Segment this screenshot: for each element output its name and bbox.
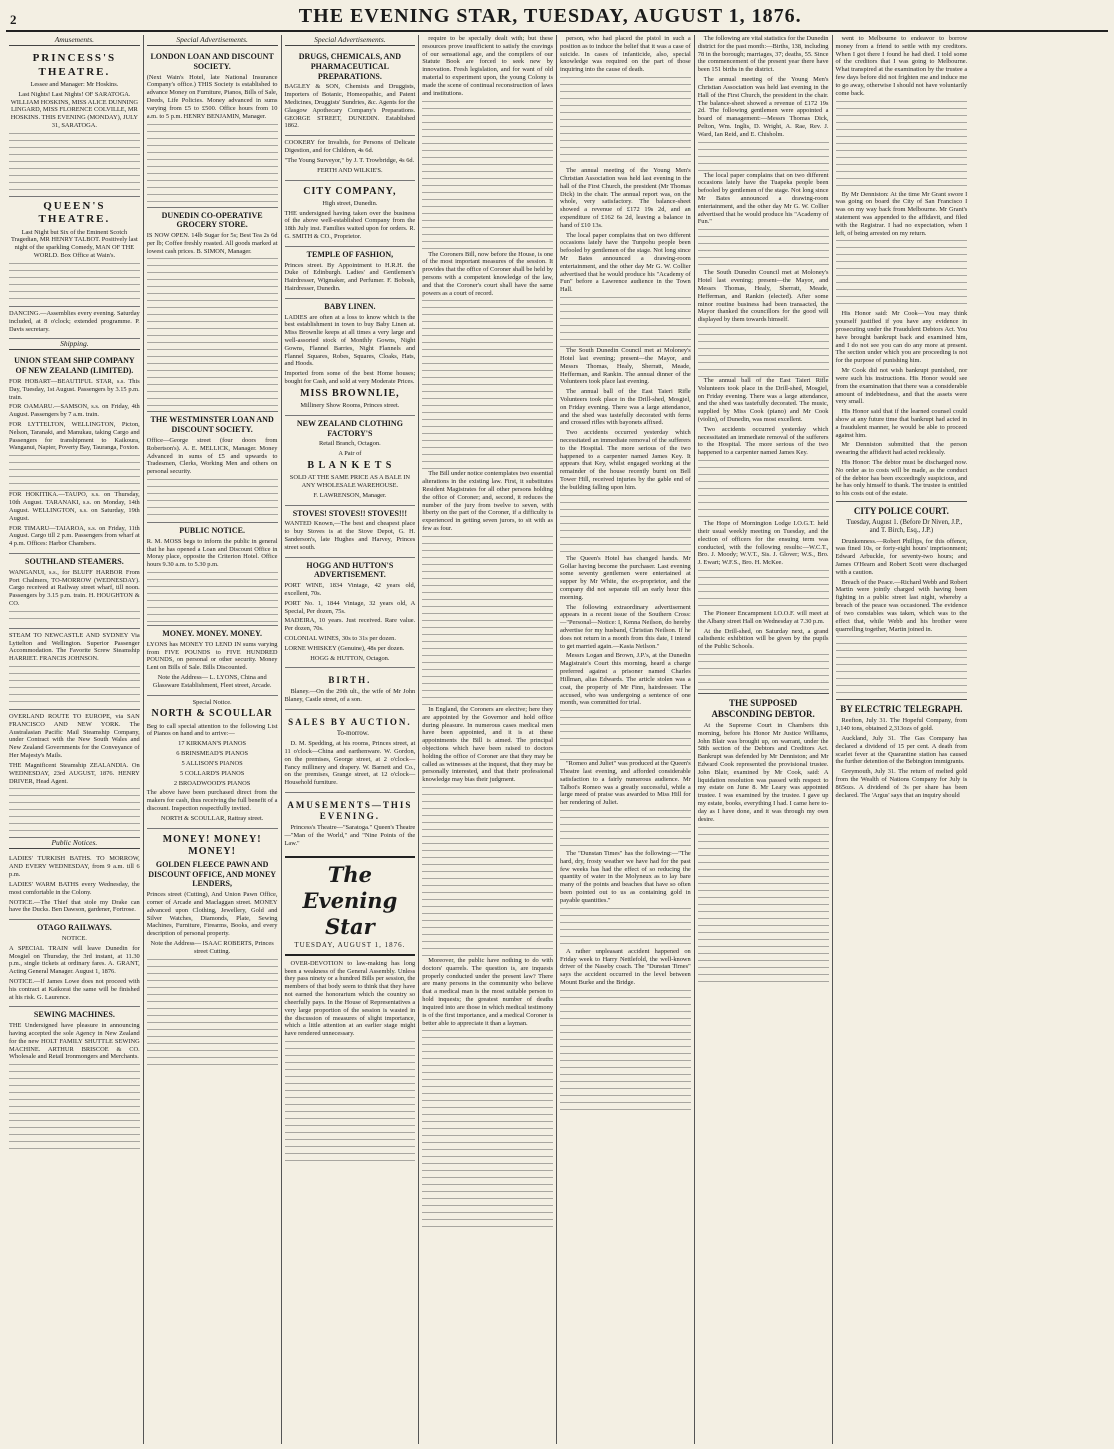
ad-title: OTAGO RAILWAYS. xyxy=(36,923,112,933)
court-subtitle: Tuesday, August 1. (Before Dr Niven, J.P., and T. Birch, Esq., J.P.) xyxy=(846,519,963,535)
news-paragraph: A rather unpleasant accident happened on Friday week to Harry Nettlefold, the well-known driver of the Naseby coach. The "Dunstan Times" says the accident occurred in the level between Mount Burke and the Bridge. xyxy=(560,947,691,986)
text-filler xyxy=(147,572,278,622)
news-paragraph: The South Dunedin Council met at Moloney's Hotel last evening; present—the Mayor, and Messrs Thomas, Healy, Sherratt, Meade, Hefferman, and Rankin. The annual dinner of the Volunteers took place last evening. xyxy=(560,347,691,386)
ad-sign: HOGG & HUTTON, Octagon. xyxy=(310,654,390,662)
section-special: Special Advertisements. xyxy=(147,35,278,46)
columns xyxy=(6,35,1108,1444)
section-public-notices: Public Notices. xyxy=(9,838,140,849)
page-number: 2 xyxy=(10,12,17,27)
ad-title: SEWING MACHINES. xyxy=(33,1010,115,1020)
news-paragraph: The annual ball of the East Taieri Rifle Volunteers took place in the Drill-shed, Mosgiel, on Friday evening. There was a large attendance, and the shed was tastefully decorated with ferns and crossed rifles with bayonets affixed. xyxy=(560,388,691,427)
news-paragraph: The South Dunedin Council met at Moloney's Hotel last evening; present—the Mayor, and Messrs Thomas, Healy, Sherratt, Meade, Hefferman, and Rankin (elected). After some minor routine business had been transacted, the Mayor thanked the councillors for the good will displayed by them towards himself. xyxy=(697,269,829,324)
ad-subtitle: Millinery Show Rooms, Princes street. xyxy=(300,402,400,410)
ad-body: COOKERY for Invalids, for Persons of Delicate Digestion, and for Children, 4s 6d. xyxy=(284,139,416,155)
article-paragraph: In England, the Coroners are elective; here they are appointed by the Governor and hold office during pleasure. In numerous cases medical men have been appointed, and it is at these appointments the Bill is aimed. The principal objections which have been raised to doctors holding the office of Coroner are that they may be called as witnesses at the inquest, that they may be personally interested, and that their professional knowledge may bias their judgment. xyxy=(422,705,553,784)
ad-body: BAGLEY & SON, Chemists and Druggists, Importers of Botanic, Homeopathic, and Patent Medicines, Druggists' Sundries, &c. Agents for the Glasgow Apothecary Company's Preparations. GEORGE STREET, DUNEDIN. Established 1862. xyxy=(284,83,416,130)
ad-body: STEAM TO NEWCASTLE AND SYDNEY Via Lyttelton and Wellington. Superior Passenger Accommodation. The Favorite Screw Steamship HARRIET. FRANCIS JOHNSON. xyxy=(9,631,140,663)
ad-otago-railways xyxy=(9,920,140,1007)
text-filler xyxy=(698,827,829,987)
column-4 xyxy=(419,35,557,1444)
ad-public-notice xyxy=(147,523,278,626)
ad-body: FOR LYTTELTON, WELLINGTON, Picton, Nelson, Taranaki, and Manukau, taking Cargo and Passengers for transhipment to Kaikoura, Wanganui, Napier, Poverty Bay, Tauranga, Foxton. xyxy=(9,421,140,452)
piano-item: 2 BROADWOOD'S PIANOS xyxy=(173,779,251,787)
masthead-line: THE EVENING STAR, TUESDAY, AUGUST 1, 1876. xyxy=(298,5,802,27)
debtor-continued: His Honor: The debtor must be discharged now. No order as to costs will be made, as the conduct of the debtor has been exceedingly suspicious, and he has only himself to thank. The trustee is entitled to his costs out of the estate. xyxy=(835,459,968,498)
page-header xyxy=(6,4,1108,32)
editorial-masthead xyxy=(285,856,416,955)
text-filler xyxy=(9,611,140,625)
ad-blankets: B L A N K E T S xyxy=(307,459,393,471)
text-filler xyxy=(560,710,691,760)
text-filler xyxy=(698,654,829,690)
wine-item: PORT No. 1, 1844 Vintage, 32 years old, A Special, Per dozen, 75s. xyxy=(284,599,416,615)
masthead-title: The Evening Star xyxy=(302,862,398,939)
ad-money-lyons xyxy=(147,626,278,696)
text-filler xyxy=(9,455,140,491)
wine-item: PORT WINE, 1834 Vintage, 42 years old, excellent, 70s. xyxy=(284,582,416,597)
ad-north-scoullar xyxy=(147,696,278,829)
ad-body: LADIES are often at a loss to know which is the best establishment in town to buy Baby Linen at. Miss Brownlie keeps at all times a very large and well-assorted stock of Monthly Gowns, Night Gowns, Flannel Barries, Night Flannels and Flannel Squares, Robes, Squares, Cloaks, Hats, and Hoods. xyxy=(284,313,416,368)
ad-sign: Note the Address— ISAAC ROBERTS, Princes street Cutting. xyxy=(150,940,274,955)
text-filler xyxy=(9,263,140,303)
ad-title: CITY COMPANY, xyxy=(303,185,397,197)
ad-princess-theatre xyxy=(9,49,140,197)
ad-steam-newcastle xyxy=(9,629,140,710)
debtor-continued: Mr Denniston submitted that the person swearing the affidavit had acted recklessly. xyxy=(835,441,968,457)
text-filler xyxy=(698,327,829,377)
ad-london-loan xyxy=(147,49,278,207)
text-filler xyxy=(698,570,829,610)
divider xyxy=(698,693,829,694)
ad-body: IS NOW OPEN. 14lb Sugar for 5s; Best Tea 2s 6d per lb; Coffee freshly roasted. All goods marked at lowest cash prices. B. SIMON, Manager. xyxy=(146,232,278,255)
ad-title: SOUTHLAND STEAMERS. xyxy=(25,556,124,566)
ad-title: TEMPLE OF FASHION, xyxy=(306,249,394,259)
ad-dancing xyxy=(9,307,140,339)
ad-body: "The Young Surveyor," by J. T. Trowbridge, 4s 6d. xyxy=(284,156,415,164)
ad-body: NOTICE.—If James Lowe does not proceed with his contract at Kaikorai the same will be finished at his risk. G. Laurence. xyxy=(9,977,140,1001)
news-paragraph: The "Dunstan Times" has the following:—"The hard, dry, frosty weather we have had for the past few weeks has had the effect of so reducing the quantity of water in the Molyneux as to lay bare many of the points and beaches that have so often been pointed out to us as containing gold in payable quantities." xyxy=(560,850,691,904)
ad-body: FOR HOKITIKA.—TAUPO, s.s. on Thursday, 10th August. TARANAKI, s.s. on Monday, 14th August. WELLINGTON, s.s. on Saturday, 19th August. xyxy=(9,491,140,522)
text-filler xyxy=(9,133,140,193)
court-headline: CITY POLICE COURT. xyxy=(853,506,949,517)
ad-body: DANCING.—Assemblies every evening. Saturday included, at 8 o'clock; extended programme. P. Davis secretary. xyxy=(9,309,140,333)
ad-address: Note the Address— L. LYONS, China and Glassware Establishment, Fleet street, Arcade. xyxy=(152,674,272,689)
sales-subtitle: To-morrow. xyxy=(336,729,369,737)
ad-body: (Next Wain's Hotel, late National Insurance Company's office.) THIS Society is established to advance Money on Furniture, Pianos, Bills of Sale, Deeds, Life Policies. Money advanced in sums varying from £5 to £500. Office hours from 10 a.m. to 5 p.m. HENRY BENJAMIN, Manager. xyxy=(146,73,278,120)
ad-sign: FERTH AND WILKIE'S. xyxy=(317,166,383,174)
ad-sign: F. LAWRENSON, Manager. xyxy=(313,491,387,499)
news-paragraph: Two accidents occurred yesterday which necessitated an immediate removal of the sufferers to the Hospital. The more serious of the two happened to a carpenter named James Key. xyxy=(697,425,829,457)
ad-body: FOR HOBART—BEAUTIFUL STAR, s.s. This Day, Tuesday, 1st August. Passengers by 3.15 p.m. train. xyxy=(9,377,140,401)
ad-body: Princes street (Cutting), And Union Pawn Office, corner of Arcade and Maclaggan street. MONEY advanced upon Clothing, Jewellery, Gold and Silver Watches, Diamonds, Plate, Sewing Machines, Furniture, Firearms, Books, and every description of personal property. xyxy=(146,891,278,938)
article-paragraph: Moreover, the public have nothing to do with doctors' quarrels. The question is, are inquests properly conducted under the present law? There are many persons in the community who believe that a medical man is the most suitable person to hold inquests; the greatest number of deaths inquired into are those in which medical testimony is of the first importance, and a medical Coroner is better able to appreciate it than a layman. xyxy=(422,957,553,1027)
text-filler xyxy=(560,908,691,948)
ad-title: NEW ZEALAND CLOTHING FACTORY'S xyxy=(296,418,403,438)
ad-body: Last Night but Six of the Eminent Scotch Tragedian, MR HENRY TALBOT. Positively last night of the sparkling Comedy, MAN OF THE WORLD. Box Office at Wain's. xyxy=(10,228,138,260)
ad-title: THE WESTMINSTER LOAN AND DISCOUNT SOCIETY. xyxy=(150,415,274,435)
ad-title: QUEEN'S THEATRE. xyxy=(38,199,111,226)
news-paragraph: The Queen's Hotel has changed hands. Mr Gollar having become the purchaser. Last evening some seventy gentlemen were entertained at supper by Mr White, the ex-proprietor, and the company did not separate till an early hour this morning. xyxy=(560,554,691,601)
news-paragraph: The local paper complains that on two different occasions lately have the Tunpohu people been befooled by gentlemen of the stage. Not long since Mr Bates announced a drawing-room entertainment, and the other day Mr G. W. Collier advertised that he would produce his "Academy of Fun" before a Lawrence audience in the Town Hall. xyxy=(560,231,691,294)
ad-stoves xyxy=(285,506,416,558)
wine-item: LORNE WHISKEY (Genuine), 48s per dozen. xyxy=(284,644,405,652)
ad-city-company xyxy=(285,181,416,247)
section-shipping: Shipping. xyxy=(9,339,140,350)
sales-title: SALES BY AUCTION. xyxy=(288,716,412,727)
ad-queens-theatre xyxy=(9,197,140,307)
piano-item: 17 KIRKMAN'S PIANOS xyxy=(178,740,247,748)
masthead-date: TUESDAY, AUGUST 1, 1876. xyxy=(294,941,406,950)
text-filler xyxy=(560,495,691,555)
ad-body: Last Nights! Last Nights! OF SARATOGA. WILLIAM HOSKINS, MISS ALICE DUNNING LINGARD, MISS FLORENCE COLVILLE, MR HOSKINS. THIS EVENING (MONDAY), JULY 31, SARATOGA. xyxy=(10,90,139,130)
ad-body: A SPECIAL TRAIN will leave Dunedin for Mosgiel on Thursday, the 3rd instant, at 11.30 p.m., single tickets at ordinary fares. A. GRANT, Acting General Manager. August 1, 1876. xyxy=(9,944,140,976)
ad-title: HOGG AND HUTTON'S ADVERTISEMENT. xyxy=(306,560,394,580)
debtor-continued: By Mr Denniston: At the time Mr Grant swore I was going on board the City of San Francisco I was on my way back from Melbourne. Mr Grant's statement was appended to the affidavit, and filed with the Registrar. I had no expectation, when I left, of being arrested on my return. xyxy=(835,190,968,237)
ad-body: LADIES' WARM BATHS every Wednesday, the most comfortable in the Colony. xyxy=(9,880,140,896)
ad-title: MISS BROWNLIE, xyxy=(300,387,400,399)
births-title: BIRTH. xyxy=(328,675,372,686)
ad-temple-fashion xyxy=(285,247,416,299)
text-filler xyxy=(9,788,140,834)
ad-title: MONEY! MONEY! MONEY! xyxy=(162,833,262,857)
divider xyxy=(836,699,968,700)
news-paragraph: Messrs Logan and Brown, J.P.'s, at the Dunedin Magistrate's Court this morning, heard a charge preferred against a prisoner named Charles Hillman, alias Edwards. The article stolen was a coat, the property of Mr Finn, hairdresser. The accused, who was undergoing a sentence of one month, was committed for trial. xyxy=(560,652,691,707)
section-amusements: Amusements. xyxy=(9,35,140,46)
ad-title: STOVES! STOVES!! STOVES!!! xyxy=(292,508,407,518)
ad-cooperative-grocery xyxy=(147,208,278,413)
ad-subtitle: NOTICE. xyxy=(61,934,87,942)
text-filler xyxy=(836,240,968,310)
news-paragraph: The annual meeting of the Young Men's Christian Association was held last evening in the hall of the First Church, the president (Mr Thomas Dick) in the chair. The annual report was, on the whole, very satisfactory. The balance-sheet showed a revenue of £172 19s 2d, and an expenditure of £162 6s 2d, leaving a balance in hand of £10 13s. xyxy=(560,167,691,229)
column-6 xyxy=(695,35,833,1444)
news-paragraph: The annual ball of the East Taieri Rifle Volunteers took place in the Drill-shed, Mosgiel, on Friday evening. There was a large attendance, and the shed was tastefully decorated. The music, supplied by Miss Cook (piano) and Mr Cook (violin), of Dunedin, was most excellent. xyxy=(697,376,829,423)
news-paragraph: The Pioneer Encampment I.O.O.F. will meet at the Albany street Hall on Wednesday at 7.30 p.m. xyxy=(697,609,829,625)
ad-westminster-loan xyxy=(147,412,278,523)
ad-title: DUNEDIN CO-OPERATIVE GROCERY STORE. xyxy=(161,210,263,230)
ad-turkish-baths xyxy=(9,852,140,920)
ad-nz-clothing-factory xyxy=(285,416,416,506)
ad-body: NOTICE.—The Thief that stole my Drake can have the Ducks. Ben Dawson, gardener, Fortrose. xyxy=(9,898,140,914)
piano-item: 5 COLLARD'S PIANOS xyxy=(179,769,245,777)
piano-item: 6 BRINSMEAD'S PIANOS xyxy=(176,750,249,758)
text-filler xyxy=(698,142,829,172)
news-paragraph: At the Drill-shed, on Saturday next, a grand calisthenic exhibition will be given by the pupils of the Public Schools. xyxy=(697,627,829,651)
debtor-continued: went to Melbourne to endeavor to borrow money from a friend to settle with my creditors. When I got there I found he had died. I told some of the creditors that I was going to Melbourne. What transpired at the examination by the trustee a few days before did not frighten me and induce me to go away, otherwise I should not have voluntarily come back. xyxy=(835,35,968,97)
sales-body: D. M. Spedding, at his rooms, Princes street, at 11 o'clock—China and earthenware. W. Gordon, on the premises, George street, at 2 o'clock—Fancy millinery and drapery. W. Barnett and Co., on the premises, Grange street, at 12 o'clock—Household furniture. xyxy=(284,740,416,787)
ad-body: FOR OAMARU.—SAMSON, s.s. on Friday, 4th August. Passengers by 7 a.m. train. xyxy=(9,403,140,419)
debtor-paragraph: At the Supreme Court in Chambers this morning, before his Honor Mr Justice Williams, John Blair was brought up, on warrant, under the 58th section of the Debtors and Creditors Act. Bankrupt was defended by Mr Denniston; and Mr Edward Cook represented the provisional trustee. John Blair, examined by Mr Cook, said: A liquidation resolution was passed with respect to my estate on June 8. Mr Leary was appointed trustee. I was examined by the trustee. I gave up my estate, books, everything I had. I came here to-day as I have done, and it was through my own desire. xyxy=(697,721,829,823)
telegraph-paragraph: Auckland, July 31. The Gas Company has declared a dividend of 15 per cent. A death from scarlet fever at the Quarantine station has caused the further detention of the Bebington immigrants. xyxy=(835,734,968,766)
text-filler xyxy=(9,1064,140,1154)
ad-title: LONDON LOAN AND DISCOUNT SOCIETY. xyxy=(150,52,274,71)
text-filler xyxy=(147,124,278,204)
text-filler xyxy=(422,787,553,957)
debtor-continued: His Honor said: Mr Cook—You may think yourself justified if you have any evidence in prosecuting under the Fraudulent Debtors Act. You have brought bankrupt back and examined him, and I do not see you can do any more at present. The section under which you are proceeding is not for the purpose of punishing him. xyxy=(835,310,968,365)
births-body: Blaney.—On the 29th ult., the wife of Mr John Blaney, Castle street, of a son. xyxy=(284,688,416,704)
ad-title: DRUGS, CHEMICALS, AND PHARMACEUTICAL PREPARATIONS. xyxy=(298,52,401,81)
amusements-tonight xyxy=(285,793,416,852)
text-filler xyxy=(836,101,968,191)
news-paragraph: "Romeo and Juliet" was produced at the Queen's Theatre last evening, and afforded considerable satisfaction to a fairly numerous audience. Mr Talbot's Romeo was a greatly successful, while a large meed of praise was awarded to Miss Hill for her rendering of Juliet. xyxy=(560,760,691,807)
article-paragraph: The Coroners Bill, now before the House, is one of the most important measures of the session. It provides that the office of Coroner shall be held by persons with a competent knowledge of the law, and that the Coroner's court shall have the same powers as a court of record. xyxy=(422,250,553,297)
text-filler xyxy=(147,258,278,408)
ad-title: PUBLIC NOTICE. xyxy=(179,526,246,536)
ad-line: A Pair of xyxy=(338,450,362,458)
ad-title: PRINCESS'S THEATRE. xyxy=(32,52,117,78)
telegraph-headline: BY ELECTRIC TELEGRAPH. xyxy=(840,704,963,715)
ad-body: THE Magnificent Steamship ZEALANDIA. On WEDNESDAY, 23rd AUGUST, 1876. HENRY DRIVER, Head Agent. xyxy=(9,761,140,785)
ad-drugs-chemicals xyxy=(285,49,416,136)
piano-item: 5 ALLISON'S PIANOS xyxy=(181,759,243,767)
text-filler xyxy=(698,460,829,520)
ad-sewing-machines xyxy=(9,1007,140,1157)
ad-sign: NORTH & SCOULLAR, Rattray street. xyxy=(160,814,264,822)
ad-lessee: Lessee and Manager: Mr Hoskins. xyxy=(30,80,119,88)
ad-union-steamship xyxy=(9,353,140,554)
column-1 xyxy=(6,35,144,1444)
telegraph-paragraph: Greymouth, July 31. The return of melted gold from the Wealth of Nations Company for July is 865ozs. A dividend of 3s per share has been declared. The 'Argus' says that an inquiry should xyxy=(835,768,968,799)
ad-overland-route xyxy=(9,710,140,838)
ad-intro: Beg to call special attention to the following List of Pianos on hand and to arrive:— xyxy=(146,722,278,738)
news-paragraph: Two accidents occurred yesterday which necessitated an immediate removal of the sufferers to the Hospital. The more serious of the two happened to a carpenter named James Key. It appears that Key, whilst engaged working at the remainder of the house recently burnt on Bell Tower Hill, received injuries by the gable end of the building falling upon him. xyxy=(560,429,691,491)
column-2 xyxy=(144,35,282,1444)
news-paragraph: The following extraordinary advertisement appears in a recent issue of the Southern Cross:—"Personal—Notice: I, Kenna Neilson, do hereby advertise for my husband, Christian Neilson. If he does not return in a month from this date, I intend to get married again.—Kasia Neilson." xyxy=(560,603,691,650)
text-filler xyxy=(422,101,553,251)
news-paragraph: The local paper complains that on two different occasions lately have the Tuapeka people been befooled by gentlemen of the stage. Not long since Mr Bates announced a drawing-room entertainment, and the other day Mr G. W. Collier advertised that he would produce his "Academy of Fun." xyxy=(697,171,829,226)
ad-subtitle: GOLDEN FLEECE PAWN AND DISCOUNT OFFICE, AND MONEY LENDERS, xyxy=(148,859,277,889)
court-paragraph: Drunkenness.—Robert Phillips, for this offence, was fined 10s, or forty-eight hours' imprisonment; Edward Arbuckle, for seventy-two hours; and James O'Hearn and Robert Scott were discharged with a caution. xyxy=(835,537,968,576)
text-filler xyxy=(698,229,829,269)
ad-title: UNION STEAM SHIP COMPANY OF NEW ZEALAND (LIMITED). xyxy=(14,356,135,376)
news-paragraph: The Hope of Mornington Lodge I.O.G.T. held their usual weekly meeting on Tuesday, and the election of officers for the ensuing term was conducted, with the following results:—W.C.T., Bro. J. Moody; W.V.T., Sis. J. Glover; W.S., Bro. J. Ewart; W.F.S., Bro. H. McKee. xyxy=(697,520,829,567)
ad-body: R. M. MOSS begs to inform the public in general that he has opened a Loan and Discount Office in Moray place, opposite the Criterion Hotel. Office hours 9.30 a.m. to 5.30 p.m. xyxy=(146,537,278,569)
text-filler xyxy=(560,77,691,167)
news-paragraph: The following are vital statistics for the Dunedin district for the past month:—Births, 138, including 78 in the borough; marriages, 37; deaths, 55. Since the commencement of the present year there have been 151 births in the district. xyxy=(697,35,829,74)
ad-body: THE undersigned having taken over the business of the above well-established Company from the 18th July inst. Families waited upon for orders. R. G. SMITH & CO., Proprietor. xyxy=(284,209,416,240)
debtor-headline: THE SUPPOSED ABSCONDING DEBTOR. xyxy=(711,698,815,719)
article-paragraph: The Bill under notice contemplates two essential alterations in the existing law. First, it substitutes Resident Magistrates for all other persons holding the office of Coroner; and, second, it reduces the number of the jury from twelve to seven, with liberty on the part of the Coroner, if a difficulty is experienced in getting seven jurors, to sit with as few as four. xyxy=(422,470,553,533)
editorial-article xyxy=(285,960,416,1161)
wine-item: COLONIAL WINES, 30s to 31s per dozen. xyxy=(284,634,396,642)
ad-southland-steamers xyxy=(9,554,140,629)
editorial-paragraph: OVER-DEVOTION to law-making has long been a weakness of the General Assembly. Unless they pass ninety or a hundred Bills per session, the members of that body seem to think that they have not earned the honorarium which the country so cheerfully pays. In the House of Representatives a very large proportion of the session is wasted in the discussion of measures of slight importance, which a little attention at an earlier stage might have rendered unnecessary. xyxy=(284,959,416,1038)
telegraph-paragraph: Reefton, July 31. The Hopeful Company, from 1,140 tons, obtained 2,313ozs of gold. xyxy=(835,717,968,733)
news-paragraph: The annual meeting of the Young Men's Christian Association was held last evening in the Hall of the First Church, the president in the chair. The balance-sheet showed a revenue of £172 19s 2d. The following gentlemen were appointed a board of management:—Messrs Thomas Dick, Pelton, Wm. Inglis, D. Wright, A. Rae, Rev. J. Ward, Ian Reid, and E. Chisholm. xyxy=(697,76,829,138)
ad-hogg-hutton xyxy=(285,558,416,669)
sales-by-auction xyxy=(285,710,416,793)
ad-body: The above have been purchased direct from the makers for cash, thus receiving the full benefit of a discount. Inspection respectfully invited. xyxy=(146,789,278,812)
ad-body: Office—George street (four doors from Robertson's). A. E. MELLICK, Manager. Money Advanced in sums of £5 and upwards to Tradesmen, Clerks, Working Men and others on personal security. xyxy=(146,436,278,476)
article-paragraph: require to be specially dealt with; but these resources prove insufficient to satisfy the cravings of our sensational age, and the compilers of our Statute Book are forced to seek new by innovation. Fresh legislation, and for want of old material to experiment upon, the young Colony is made the scene of continual reconstruction of laws and institutions. xyxy=(422,35,553,97)
text-filler xyxy=(285,1041,416,1161)
column-7 xyxy=(833,35,971,1444)
column-5 xyxy=(557,35,695,1444)
text-filler xyxy=(560,297,691,347)
text-filler xyxy=(147,479,278,519)
text-filler xyxy=(422,1030,553,1230)
divider xyxy=(836,501,968,502)
ad-title: MONEY. MONEY. MONEY. xyxy=(162,629,263,639)
ad-subtitle: High street, Dunedin. xyxy=(322,199,378,207)
newspaper-page xyxy=(6,4,1108,1441)
ad-body: Princes street. By Appointment to H.R.H. the Duke of Edinburgh. Ladies' and Gentlemen's Hairdresser, Wigmaker, and Perfumer. F. Bobosh, Hairdresser, Dunedin. xyxy=(284,261,416,292)
ad-title: NORTH & SCOULLAR xyxy=(151,708,273,720)
ad-body: WANGANUI, s.s., for BLUFF HARBOR From Port Chalmers, TO-MORROW (WEDNESDAY). Cargo received at Railway street wharf, till noon. Passengers by 3.15 p.m. train. H. HOUGHTON & CO. xyxy=(9,568,140,607)
ad-body: FOR TIMARU—TAIAROA, s.s. on Friday, 11th August. Cargo till 2 p.m. Passengers from wharf at 4 p.m. Offices: Harbor Chambers. xyxy=(9,524,140,548)
wine-item: MADEIRA, 10 years. Just received. Rare value. Per dozen, 70s. xyxy=(284,617,416,633)
ad-golden-fleece xyxy=(147,829,278,1072)
debtor-continued: His Honor said that if the learned counsel could show at any future time that bankrupt had acted in a fraudulent manner, he would be able to proceed against him. xyxy=(835,408,968,439)
text-filler xyxy=(560,990,691,1110)
births-notice xyxy=(285,668,416,710)
amusements-body: Princess's Theatre—"Saratoga." Queen's Theatre—"Man of the World," and "Nine Points of the Law." xyxy=(284,824,416,847)
column-3 xyxy=(282,35,420,1444)
ad-body: THE Undersigned have pleasure in announcing having accepted the sole Agency in New Zealand for the new HOLT FAMILY SHUTTLE SEWING MACHINE. ARTHUR BRISCOE & CO. Wholesale and Retail Ironmongers and Merchants. xyxy=(9,1022,140,1061)
text-filler xyxy=(422,300,553,470)
news-paragraph: person, who had placed the pistol in such a position as to induce the belief that it was a case of suicide. In cases of infanticide, also, special knowledge was required on the part of those inquiring into the cause of death. xyxy=(560,35,691,74)
ad-cookery-books xyxy=(285,136,416,180)
ad-title: BABY LINEN. xyxy=(324,301,376,311)
text-filler xyxy=(147,959,278,1069)
text-filler xyxy=(9,666,140,706)
text-filler xyxy=(836,636,968,696)
ad-body: OVERLAND ROUTE TO EUROPE, via SAN FRANCISCO AND NEW YORK. The Australasian Pacific Mail Steamship Company, under Contract with the New South Wales and New Zealand Governments for the Conveyance of Her Majesty's Mails. xyxy=(9,713,140,760)
text-filler xyxy=(560,810,691,850)
text-filler xyxy=(422,536,553,706)
ad-body: SOLD AT THE SAME PRICE AS A BALE IN ANY WHOLESALE WAREHOUSE. xyxy=(289,474,410,489)
section-special-2: Special Advertisements. xyxy=(285,35,416,46)
ad-baby-linen xyxy=(285,299,416,416)
ad-body: WANTED Known,—The best and cheapest place to buy Stoves is at the Stove Depot, G. H. Sanderson's, late Hughes and Harvey, Princes street south. xyxy=(284,520,416,551)
ad-body: LADIES' TURKISH BATHS. TO MORROW, AND EVERY WEDNESDAY, from 9 a.m. till 6 p.m. xyxy=(9,855,140,879)
court-paragraph: Breach of the Peace.—Richard Webb and Robert Martin were jointly charged with having been fighting in a public street last night, whereby a breach of the peace was occasioned. The evidence of two constables was taken, which was to the effect that, while Webb and his brother were quarrelling together, Martin joined in. xyxy=(835,578,968,633)
ad-body: Imported from some of the best Home houses; bought for Cash, and sold at very Moderate Prices. xyxy=(284,370,416,386)
ad-body: LYONS has MONEY TO LEND IN sums varying from FIVE POUNDS to FIVE HUNDRED POUNDS, on personal or other security. Money Lent on Bills of Sale. Bills Discounted. xyxy=(146,640,278,672)
debtor-continued: Mr Cook did not wish bankrupt punished, nor were such his instructions. His Honor would see from the examination that there was a considerable amount of indebtedness, and that the assets were very small. xyxy=(835,367,968,406)
ad-subtitle: Special Notice. xyxy=(192,698,232,706)
ad-subtitle: Retail Branch, Octagon. xyxy=(318,440,381,448)
amusements-title: AMUSEMENTS—THIS EVENING. xyxy=(287,800,413,822)
